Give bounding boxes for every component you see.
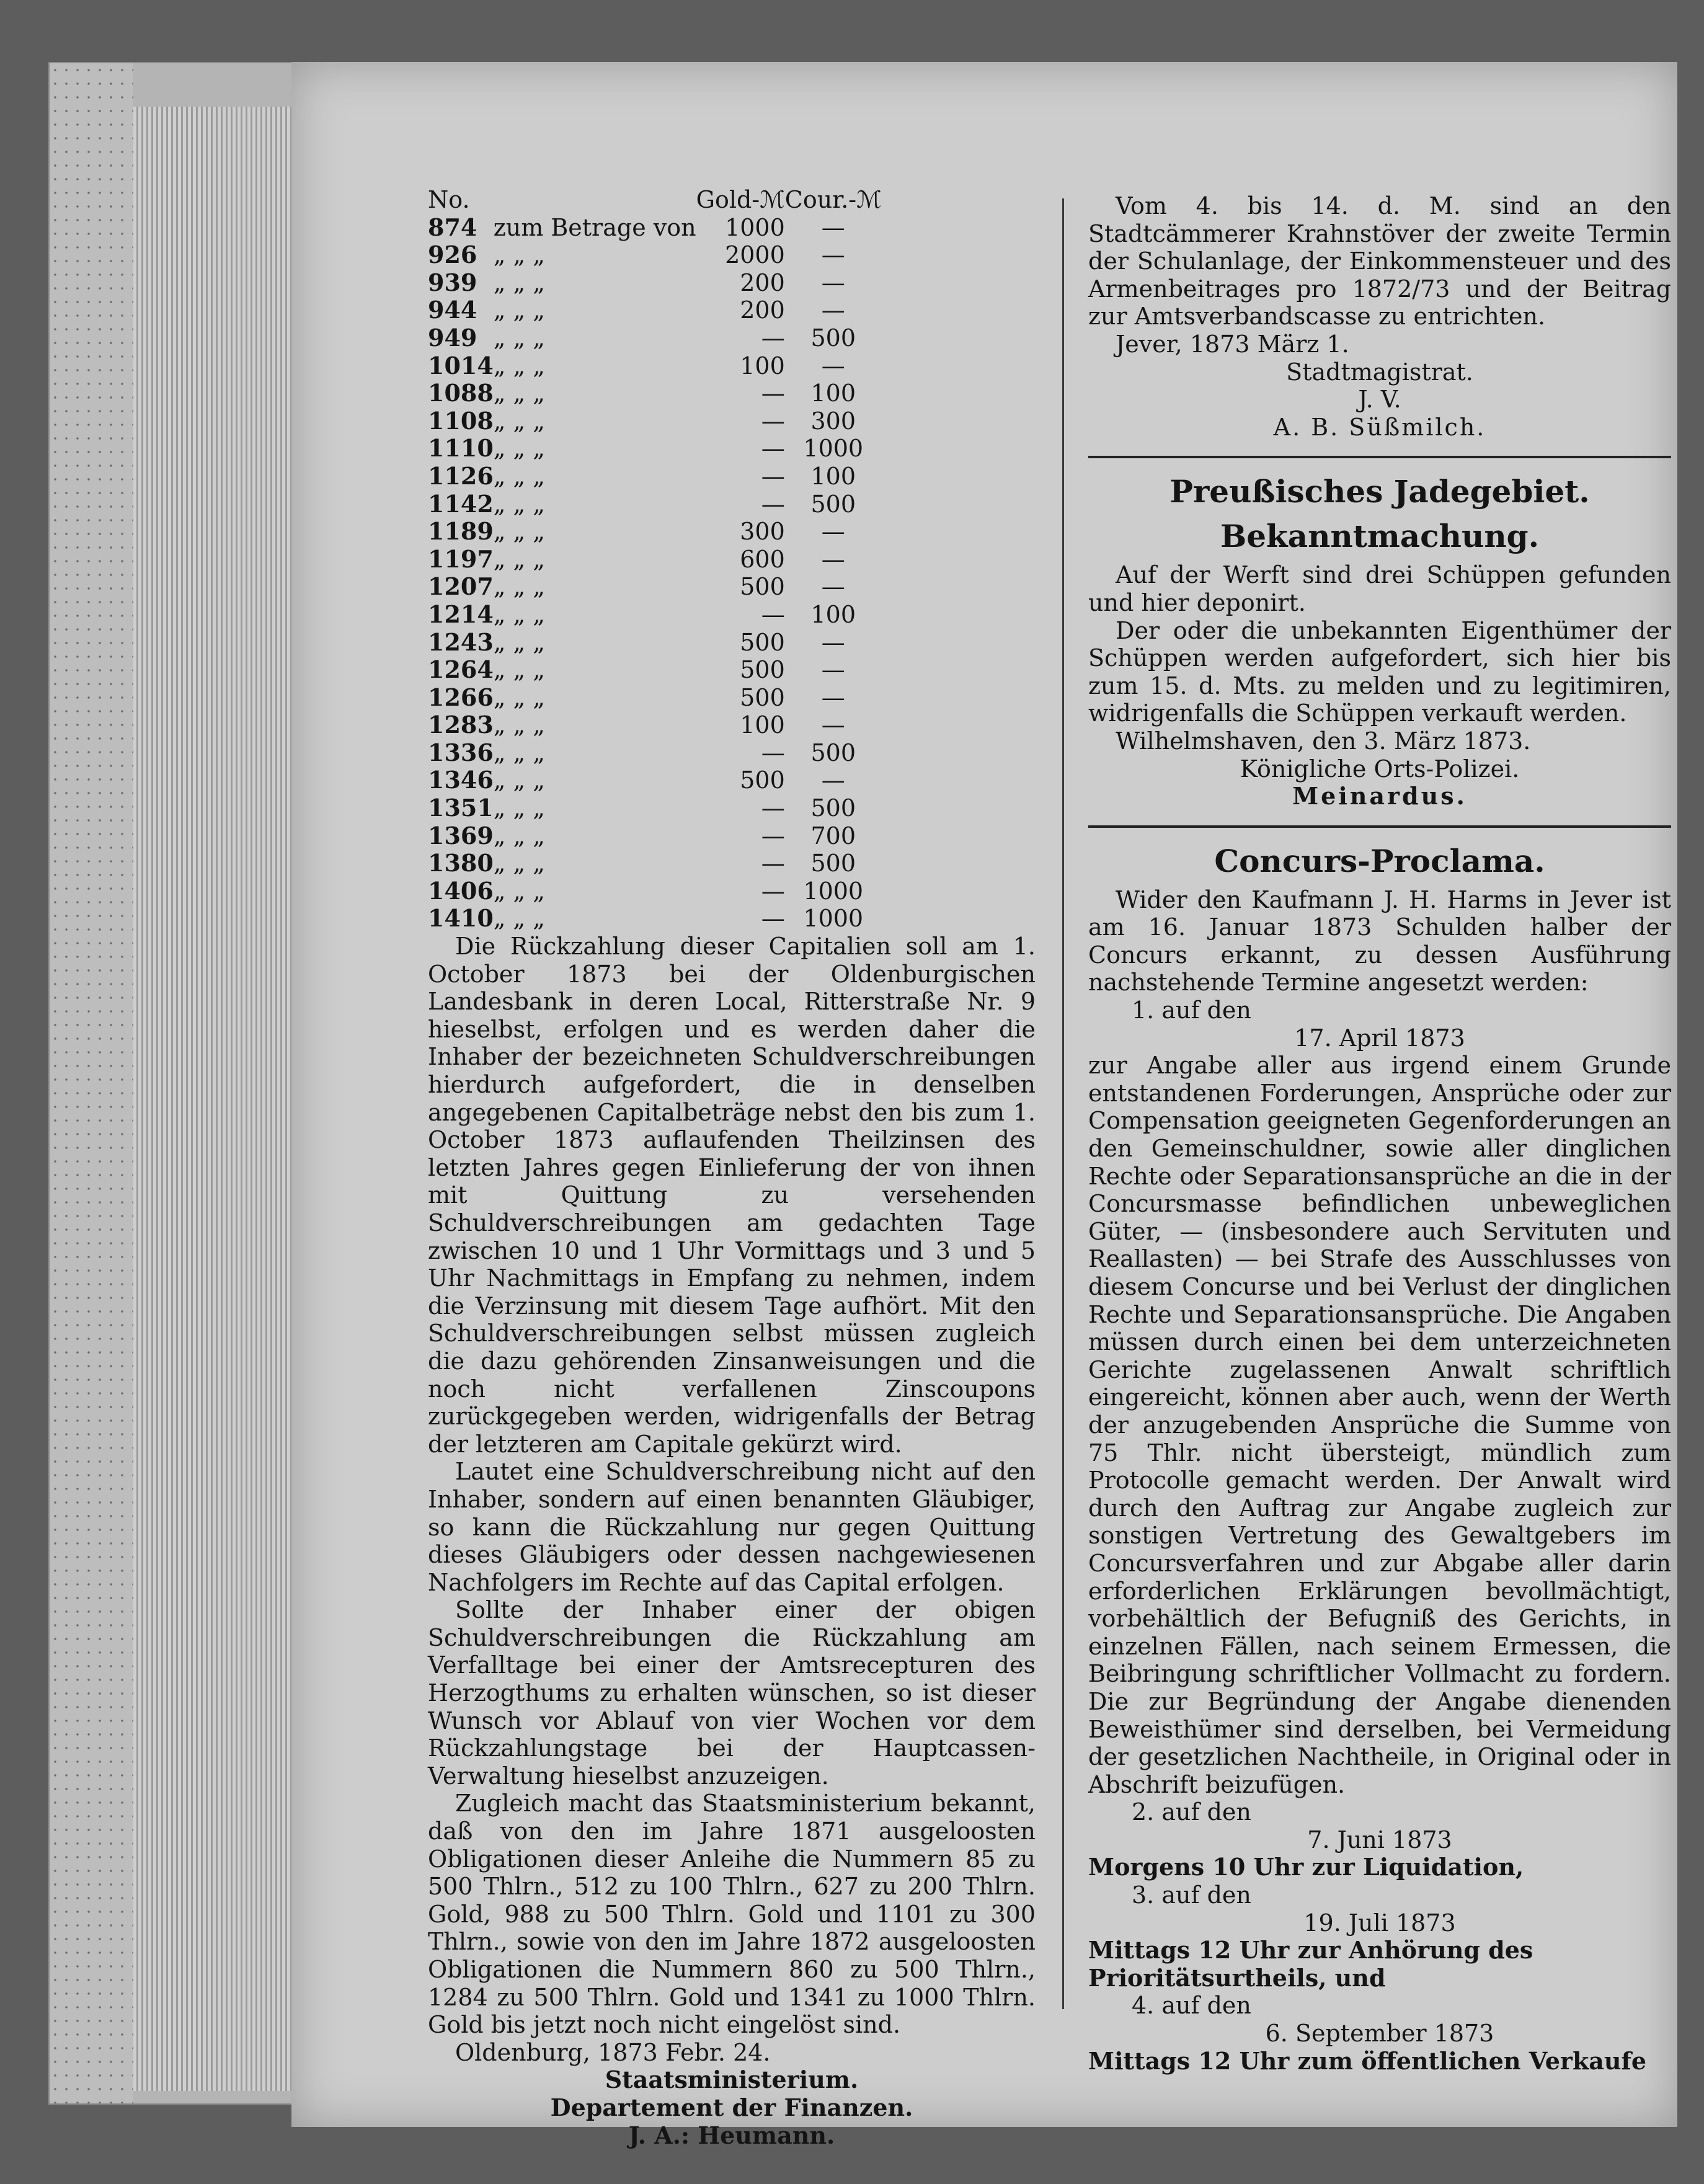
row-number: 1346 (428, 766, 494, 794)
row-text: „ „ „ (493, 739, 545, 766)
row-number: 1380 (428, 849, 494, 877)
row-text: „ „ „ (493, 683, 545, 711)
notice1-sig-3: A. B. Süßmilch. (1273, 413, 1486, 441)
row-courant-amount: — (821, 213, 845, 241)
row-text: „ „ „ (493, 324, 545, 352)
table-row (428, 850, 882, 877)
row-gold-amount: 200 (740, 269, 785, 296)
row-courant-amount: 500 (810, 794, 856, 822)
left-para-1: Die Rückzahlung dieser Capitalien soll am 1. October 1873 bei der Oldenburgischen Landesbank in deren Local, Ritterstraße Nr. 9 hieselbst, erfolgen und es werden daher die Inhaber der bezeichneten Schuldverschreibungen hierdurch aufgefordert, die in denselben angegebenen Capitalbeträge nebst den bis zum 1. October 1873 auflaufenden Theilzinsen des letzten Jahres gegen Einlieferung der von ihnen mit Quittung zu versehenden Schuldverschreibungen am gedachten Tage zwischen 10 und 1 Uhr Vormittags und 3 und 5 Uhr Nachmittags in Empfang zu nehmen, indem die Verzinsung mit diesem Tage aufhört. Mit den Schuldverschreibungen selbst müssen zugleich die dazu gehörenden Zinsanweisungen und die noch nicht verfallenen Zinscoupons zurückgegeben werden, widrigenfalls der Betrag der letzteren am Capitale gekürzt wird. (428, 933, 1036, 1458)
notice1-sig-2: J. V. (1358, 386, 1401, 414)
row-gold-amount: — (761, 877, 785, 905)
right-column (1088, 192, 1671, 2075)
table-row (428, 491, 882, 518)
section-rule (1088, 456, 1671, 458)
row-gold-amount: — (761, 905, 785, 933)
row-text: „ „ „ (493, 380, 545, 407)
term-4-date: 6. September 1873 (1265, 2020, 1494, 2048)
row-courant-amount: — (821, 241, 845, 269)
row-text: „ „ „ (493, 518, 545, 546)
row-number: 1410 (428, 904, 494, 933)
row-gold-amount: 500 (740, 573, 785, 601)
table-row (428, 711, 882, 739)
row-courant-amount: — (821, 296, 845, 324)
term-4-text: Mittags 12 Uhr zum öffentlichen Verkaufe (1088, 2046, 1647, 2075)
row-text: „ „ „ (493, 656, 545, 684)
table-row (428, 324, 882, 352)
row-courant-amount: 100 (810, 380, 856, 407)
header-no: No. (428, 186, 470, 213)
table-row (428, 352, 882, 380)
row-courant-amount: — (821, 683, 845, 711)
row-courant-amount: 100 (810, 600, 856, 628)
table-row (428, 822, 882, 850)
table-row (428, 794, 882, 822)
book-page-edges (48, 62, 317, 2105)
header-gold: Gold-ℳ (696, 186, 785, 213)
table-row (428, 546, 882, 574)
notice1-sig-1: Stadtmagistrat. (1286, 358, 1473, 386)
row-gold-amount: 500 (740, 628, 785, 656)
row-number: 1406 (428, 876, 494, 905)
table-row (428, 573, 882, 601)
table-header-row (428, 186, 882, 214)
row-text: „ „ „ (493, 241, 545, 269)
left-date: Oldenburg, 1873 Febr. 24. (455, 2038, 771, 2066)
row-courant-amount: — (821, 545, 845, 573)
row-gold-amount: 200 (740, 296, 785, 324)
term-2-text: Morgens 10 Uhr zur Liquidation, (1088, 1853, 1524, 1881)
row-gold-amount: — (761, 822, 785, 850)
row-text: „ „ „ (493, 269, 545, 296)
row-number: 1243 (428, 628, 494, 656)
row-text: „ „ „ (493, 628, 545, 656)
table-row (428, 214, 882, 242)
notice2-para-1: Auf der Werft sind drei Schüppen gefunden und hier deponirt. (1088, 561, 1671, 616)
row-gold-amount: — (761, 407, 785, 435)
row-gold-amount: — (761, 324, 785, 352)
row-number: 939 (428, 268, 477, 296)
row-number: 1266 (428, 683, 494, 711)
table-row (428, 601, 882, 629)
row-number: 1369 (428, 821, 494, 850)
lottery-number-table (428, 186, 882, 933)
row-number: 1351 (428, 794, 494, 822)
row-gold-amount: — (761, 462, 785, 490)
row-gold-amount: 500 (740, 656, 785, 684)
row-text: „ „ „ (493, 600, 545, 628)
row-number: 1336 (428, 738, 494, 766)
table-row (428, 241, 882, 269)
table-row (428, 380, 882, 407)
term-2-label: 2. auf den (1132, 1798, 1251, 1826)
row-text: „ „ „ (493, 711, 545, 739)
left-sig-1: Staatsministerium. (605, 2066, 859, 2094)
left-sig-2: Departement der Finanzen. (550, 2093, 913, 2121)
table-row (428, 296, 882, 324)
notice1-text: Vom 4. bis 14. d. M. sind an den Stadtcämmerer Krahnstöver der zweite Termin der Schulanlage, der Einkommensteuer und des Armenbeitrages pro 1872/73 und der Beitrag zur Amtsverbandscasse zu entrichten. (1088, 192, 1671, 331)
row-courant-amount: 100 (810, 462, 856, 490)
heading-concurs: Concurs-Proclama. (1214, 842, 1545, 879)
row-courant-amount: 500 (810, 324, 856, 352)
row-gold-amount: 100 (740, 711, 785, 739)
table-row (428, 877, 882, 905)
row-courant-amount: 500 (810, 739, 856, 766)
row-number: 1197 (428, 544, 494, 573)
row-number: 1264 (428, 655, 494, 684)
stacked-page-edges (133, 107, 313, 2091)
row-text: „ „ „ (493, 794, 545, 822)
row-gold-amount: 300 (740, 518, 785, 546)
row-courant-amount: 500 (810, 490, 856, 518)
row-gold-amount: — (761, 600, 785, 628)
row-courant-amount: 1000 (803, 435, 864, 463)
table-row (428, 684, 882, 712)
row-text: „ „ „ (493, 545, 545, 573)
table-row (428, 463, 882, 491)
concurs-para-1: Wider den Kaufmann J. H. Harms in Jever ist am 16. Januar 1873 Schulden halber der Concurs erkannt, zu dessen Ausführung nachstehende Termine angesetzt werden: (1088, 886, 1671, 997)
row-number: 1207 (428, 572, 494, 601)
row-text: „ „ „ (493, 407, 545, 435)
left-sig-3: J. A.: Heumann. (628, 2121, 835, 2149)
row-courant-amount: — (821, 518, 845, 546)
table-row (428, 739, 882, 767)
row-text: „ „ „ (493, 435, 545, 463)
term-1-label: 1. auf den (1132, 997, 1251, 1024)
table-row (428, 518, 882, 546)
heading-jadegebiet: Preußisches Jadegebiet. (1169, 473, 1590, 510)
row-text: „ „ „ (493, 573, 545, 601)
row-text: zum Betrage von (493, 213, 696, 241)
concurs-para-2: zur Angabe aller aus irgend einem Grunde entstandenen Forderungen, Ansprüche oder zur Compensation geeigneten Gegenforderungen an den Gemeinschuldner, sowie aller dinglichen Rechte oder Separationsansprüche an die in der Concursmasse befindlichen unbeweglichen Güter, — (insbesondere auch Servituten und Reallasten) — bei Strafe des Ausschlusses von diesem Concurse und bei Verlust der dinglichen Rechte und Separationsansprüche. Die Angaben müssen durch einen bei dem unterzeichneten Gerichte zugelassenen Anwalt schriftlich eingereicht, können aber auch, wenn der Werth der anzugebenden Ansprüche die Summe von 75 Thlr. nicht übersteigt, mündlich zum Protocolle gemacht werden. Der Anwalt wird durch den Auftrag zur Angabe zugleich zur sonstigen Vertretung des Gewaltgebers im Concursverfahren und zur Abgabe aller darin erforderlichen Erklärungen bevollmächtigt, vorbehältlich der Befugniß des Gerichts, in einzelnen Fällen, nach seinem Ermessen, die Beibringung schriftlicher Vollmacht zu fordern. Die zur Begründung der Angabe dienenden Beweisthümer sind derselben, bei Vermeidung der gesetzlichen Nachtheile, in Original oder in Abschrift beizufügen. (1088, 1052, 1671, 1798)
row-number: 1142 (428, 489, 494, 518)
row-gold-amount: — (761, 794, 785, 822)
row-courant-amount: 1000 (803, 905, 864, 933)
row-gold-amount: — (761, 739, 785, 766)
term-3-text: Mittags 12 Uhr zur Anhörung des Prioritätsurtheils, und (1088, 1936, 1533, 1992)
term-3-date: 19. Juli 1873 (1303, 1909, 1456, 1937)
row-number: 1108 (428, 406, 494, 435)
left-para-3: Sollte der Inhaber einer der obigen Schuldverschreibungen die Rückzahlung am Verfalltage bei einer der Amtsrecepturen des Herzogthums zu erhalten wünschen, so ist dieser Wunsch vor Ablauf von vier Wochen vor dem Rückzahlungstage bei der Hauptcassen-Verwaltung hieselbst anzuzeigen. (428, 1596, 1036, 1790)
table-row (428, 905, 882, 933)
row-text: „ „ „ (493, 850, 545, 877)
row-text: „ „ „ (493, 352, 545, 380)
row-gold-amount: 600 (740, 545, 785, 573)
notice2-sig-2: Meinardus. (1292, 782, 1467, 810)
row-courant-amount: — (821, 573, 845, 601)
term-4-label: 4. auf den (1132, 1992, 1251, 2020)
section-rule (1088, 825, 1671, 828)
left-para-2: Lautet eine Schuldverschreibung nicht auf den Inhaber, sondern auf einen benannten Gläubiger, so kann die Rückzahlung nur gegen Quittung dieses Gläubigers oder dessen nachgewiesenen Nachfolgers im Rechte auf das Capital erfolgen. (428, 1458, 1036, 1596)
header-cour: Cour.-ℳ (784, 186, 882, 213)
row-courant-amount: 700 (810, 822, 856, 850)
row-courant-amount: — (821, 711, 845, 739)
row-gold-amount: 2000 (725, 241, 785, 269)
row-number: 1110 (428, 434, 494, 463)
left-column (428, 186, 1036, 2149)
row-text: „ „ „ (493, 490, 545, 518)
row-text: „ „ „ (493, 822, 545, 850)
term-3-label: 3. auf den (1132, 1881, 1251, 1909)
row-gold-amount: 500 (740, 683, 785, 711)
row-number: 1283 (428, 711, 494, 739)
row-courant-amount: — (821, 628, 845, 656)
speckled-cover-edge (50, 63, 133, 2103)
table-row (428, 629, 882, 657)
row-courant-amount: — (821, 352, 845, 380)
column-divider (1062, 198, 1064, 2009)
row-gold-amount: — (761, 380, 785, 407)
row-text: „ „ „ (493, 766, 545, 794)
row-text: „ „ „ (493, 877, 545, 905)
row-gold-amount: 100 (740, 352, 785, 380)
left-para-4: Zugleich macht das Staatsministerium bekannt, daß von den im Jahre 1871 ausgeloosten Obligationen dieser Anleihe die Nummern 85 zu 500 Thlrn., 512 zu 100 Thlrn., 627 zu 200 Thlrn. Gold, 988 zu 500 Thlrn. Gold und 1101 zu 300 Thlrn., sowie von den im Jahre 1872 ausgeloosten Obligationen die Nummern 860 zu 500 Thlrn., 1284 zu 500 Thlrn. Gold und 1341 zu 1000 Thlrn. Gold bis jetzt noch nicht eingelöst sind. (428, 1790, 1036, 2039)
table-row (428, 407, 882, 435)
row-text: „ „ „ (493, 296, 545, 324)
row-number: 949 (428, 323, 477, 352)
table-row (428, 656, 882, 684)
row-number: 1189 (428, 517, 494, 546)
row-courant-amount: 500 (810, 850, 856, 877)
row-courant-amount: — (821, 269, 845, 296)
row-number: 1126 (428, 461, 494, 490)
row-courant-amount: 300 (810, 407, 856, 435)
table-row (428, 435, 882, 463)
notice2-date: Wilhelmshaven, den 3. März 1873. (1116, 727, 1531, 755)
row-text: „ „ „ (493, 905, 545, 933)
term-2-date: 7. Juni 1873 (1307, 1826, 1452, 1853)
notice1-date: Jever, 1873 März 1. (1116, 330, 1349, 358)
row-gold-amount: — (761, 490, 785, 518)
row-gold-amount: 500 (740, 766, 785, 794)
row-number: 874 (428, 213, 477, 241)
row-gold-amount: — (761, 435, 785, 463)
table-row (428, 766, 882, 794)
row-courant-amount: — (821, 656, 845, 684)
heading-bekanntmachung: Bekanntmachung. (1220, 518, 1540, 555)
row-gold-amount: — (761, 850, 785, 877)
notice2-sig-1: Königliche Orts-Polizei. (1240, 755, 1520, 783)
term-1-date: 17. April 1873 (1294, 1024, 1465, 1052)
row-number: 926 (428, 241, 477, 269)
notice2-para-2: Der oder die unbekannten Eigenthümer der Schüppen werden aufgefordert, sich hier bis zum 15. d. Mts. zu melden und zu legitimiren, widrigenfalls die Schüppen verkauft werden. (1088, 616, 1671, 727)
row-gold-amount: 1000 (725, 213, 785, 241)
row-number: 1014 (428, 351, 494, 380)
row-courant-amount: 1000 (803, 877, 864, 905)
row-text: „ „ „ (493, 462, 545, 490)
row-number: 1214 (428, 600, 494, 628)
row-number: 944 (428, 296, 477, 324)
table-row (428, 269, 882, 297)
row-courant-amount: — (821, 766, 845, 794)
row-number: 1088 (428, 379, 494, 407)
